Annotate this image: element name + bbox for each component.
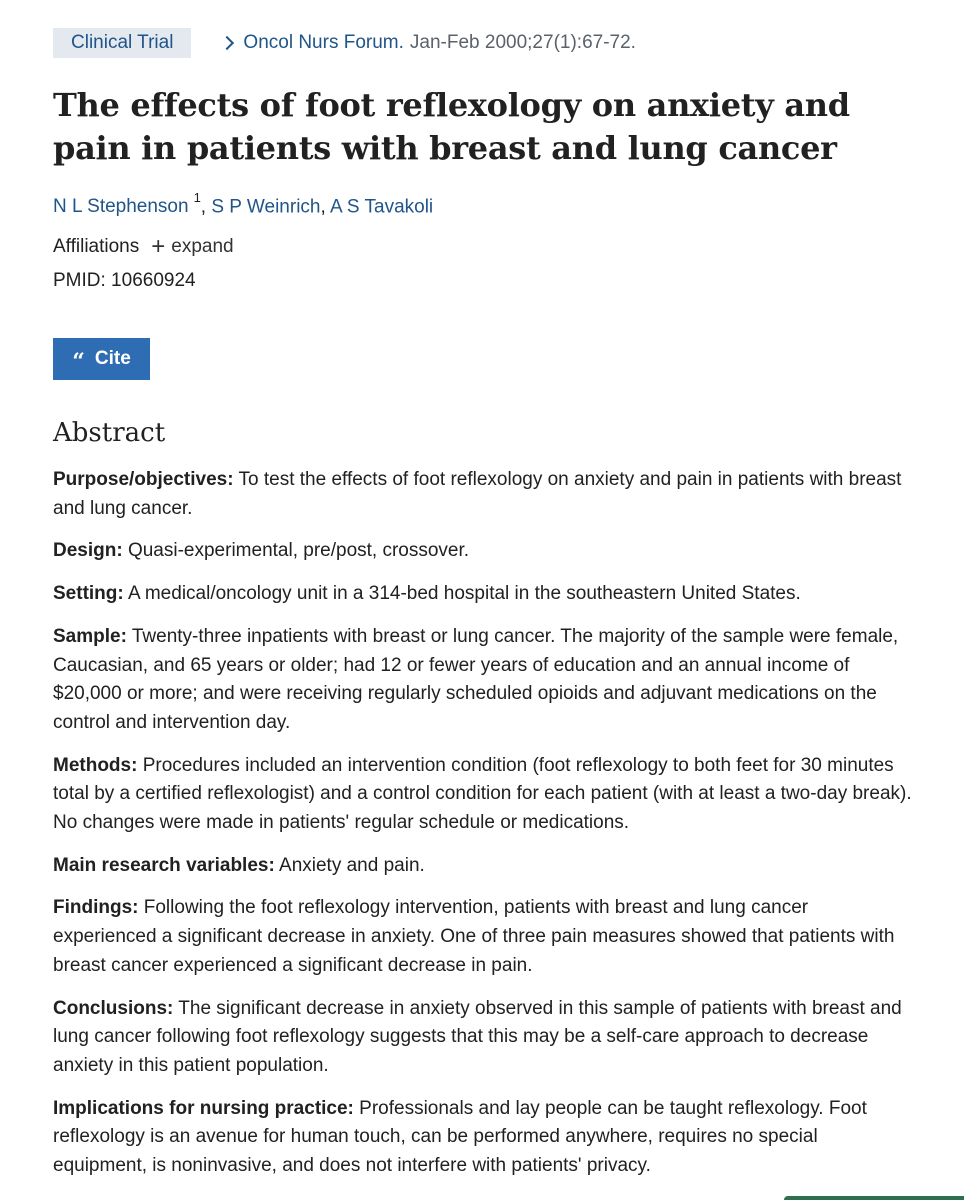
abstract-section: Sample: Twenty-three inpatients with breast or lung cancer. The majority of the sample were female, Caucasian, and 65 years or older; had 12 or fewer years of education and an annual income of $20,000 or more; and were receiving regularly scheduled opioids and adjuvant medications on the control and intervention day. (53, 625, 899, 733)
abstract-section: Implications for nursing practice: Professionals and lay people can be taught reflexology. Foot reflexology is an avenue for human touch, can be performed anywhere, requires no special equipment, is noninvasive, and does not interfere with patients' privacy. (53, 1097, 867, 1177)
author-link[interactable]: N L Stephenson $^1$ (53, 190, 201, 218)
affiliation-marker[interactable]: 1 (193, 190, 201, 205)
expand-label: expand (171, 236, 234, 257)
abstract-section: Design: Quasi-experimental, pre/post, crossover. (53, 540, 470, 562)
abstract-section: Setting: A medical/oncology unit in a 314-bed hospital in the southeastern United States. (53, 583, 801, 605)
abstract-heading: Abstract (53, 418, 166, 448)
plus-icon: + (151, 233, 166, 260)
cite-button-label: Cite (94, 348, 131, 369)
author-list (53, 190, 434, 218)
abstract-section: Conclusions: The significant decrease in anxiety observed in this sample of patients with breast and lung cancer following foot reflexology suggests that this may be a self-care approach to decrease anxiety in this patient population. (53, 997, 902, 1076)
abstract-section: Methods: Procedures included an intervention condition (foot reflexology to both feet for 30 minutes total by a certified reflexologist) and a control condition for each patient (with at least a two-day break). No changes were made in patients' regular schedule or medications. (53, 754, 912, 834)
affiliations-toggle[interactable] (53, 233, 234, 260)
cite-button[interactable] (53, 338, 150, 380)
affiliations-label: Affiliations (53, 236, 140, 257)
author-link[interactable]: A S Tavakoli (330, 196, 434, 218)
abstract-section: Main research variables: Anxiety and pain. (53, 854, 425, 876)
chevron-right-icon (220, 36, 234, 50)
abstract-section: Purpose/objectives: To test the effects of foot reflexology on anxiety and pain in patients with breast and lung cancer. (53, 469, 902, 519)
journal-link[interactable]: Oncol Nurs Forum. (243, 32, 404, 53)
quote-icon: “ (72, 349, 85, 375)
article-header (53, 28, 636, 58)
floating-panel-edge (784, 1196, 964, 1200)
author-link[interactable]: S P Weinrich (211, 196, 321, 218)
abstract-section: Findings: Following the foot reflexology intervention, patients with breast and lung cancer experienced a significant decrease in anxiety. One of three pain measures showed that patients with breast cancer experienced a significant decrease in pain. (53, 897, 895, 976)
author-separator: , (320, 196, 330, 218)
pmid: PMID: 10660924 (53, 270, 196, 291)
article-title: The effects of foot reflexology on anxiety and pain in patients with breast and lung cancer (53, 86, 850, 167)
citation-info: Jan-Feb 2000;27(1):67-72. (409, 32, 636, 53)
abstract-body (53, 466, 913, 1195)
author-separator: , (200, 196, 212, 218)
publication-type-badge: Clinical Trial (53, 28, 191, 58)
